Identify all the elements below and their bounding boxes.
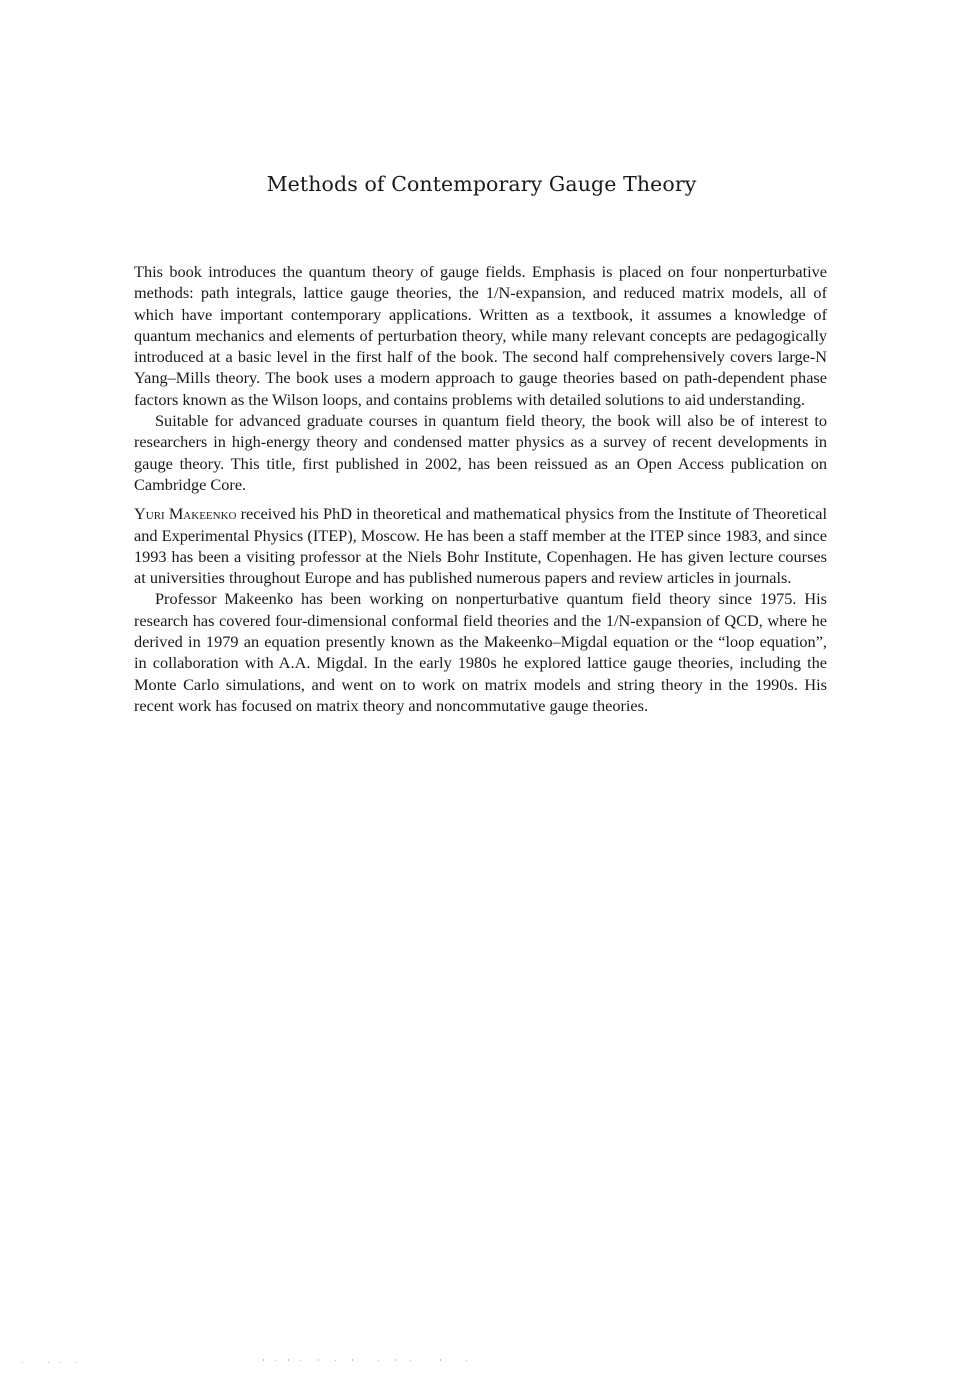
author-bio-paragraph-2: Professor Makeenko has been working on nonperturbative quantum field theory since 1975. His research has covered four-dimensional conformal field theories and the 1/N-expansion of QCD, where he derived in 1979 an equation presently known as the Makeenko–Migdal equation or the “loop equation”, in collaboration with A.A. Migdal. In the early 1980s he explored lattice gauge theories, including the Monte Carlo simulations, and went on to work on matrix models and string theory in the 1990s. His recent work has focused on matrix theory and noncommutative gauge theories. bbox=[134, 589, 827, 715]
description-paragraph-2: Suitable for advanced graduate courses in quantum field theory, the book will also be of interest to researchers in high-energy theory and condensed matter physics as a survey of recent developments in gauge theory. This title, first published in 2002, has been reissued as an Open Access publication on Cambridge Core. bbox=[134, 411, 827, 494]
book-title: Methods of Contemporary Gauge Theory bbox=[266, 172, 697, 196]
author-bio-paragraph-1 bbox=[134, 503, 827, 588]
footer-artifact bbox=[0, 1356, 963, 1366]
author-name: Yuri Makeenko bbox=[134, 504, 237, 524]
author-bio-text: received his PhD in theoretical and mathematical physics from the Institute of Theoretical and Experimental Physics (ITEP), Moscow. He has been a staff member at the ITEP since 1983, and since 1993 has been a visiting professor at the Niels Bohr Institute, Copenhagen. He has given lecture courses at universities throughout Europe and has published numerous papers and review articles in journals. bbox=[134, 504, 827, 588]
section-divider bbox=[134, 495, 827, 503]
body-text bbox=[134, 261, 827, 716]
description-paragraph-1: This book introduces the quantum theory of gauge fields. Emphasis is placed on four nonperturbative methods: path integrals, lattice gauge theories, the 1/N-expansion, and reduced matrix models, all of which have important contemporary applications. Written as a textbook, it assumes a knowledge of quantum mechanics and elements of perturbation theory, while many relevant concepts are pedagogically introduced at a basic level in the first half of the book. The second half comprehensively covers large-N Yang–Mills theory. The book uses a modern approach to gauge theories based on path-dependent phase factors known as the Wilson loops, and contains problems with detailed solutions to aid understanding. bbox=[134, 262, 827, 409]
